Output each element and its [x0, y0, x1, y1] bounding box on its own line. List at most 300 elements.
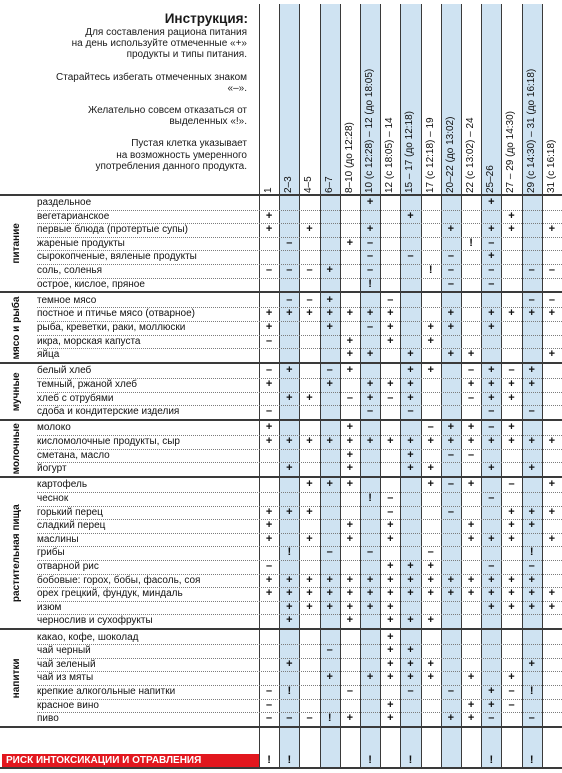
cell-mark: +: [407, 560, 414, 572]
cell-mark: +: [488, 196, 495, 208]
cell-mark: –: [346, 685, 353, 697]
cell-mark: +: [407, 644, 414, 657]
cell-mark: +: [286, 587, 293, 600]
cell-mark: –: [508, 478, 515, 491]
cell-mark: –: [407, 685, 414, 697]
cell-mark: +: [326, 587, 333, 600]
cell-mark: +: [326, 378, 333, 390]
column-header: 22 (с 13:02) – 24: [465, 117, 476, 193]
group-label: молочные: [11, 423, 22, 475]
column-divider: [441, 4, 442, 767]
cell-mark: +: [346, 348, 354, 361]
cell-mark: +: [528, 364, 535, 377]
cell-mark: +: [508, 307, 515, 320]
cell-mark: +: [346, 614, 354, 627]
cell-mark: +: [508, 209, 515, 222]
cell-mark: –: [468, 364, 475, 377]
cell-mark: –: [488, 560, 495, 572]
cell-mark: –: [266, 405, 273, 418]
column-header: 29 (с 14:30) – 31 (до 16:18): [525, 68, 537, 193]
cell-mark: +: [326, 600, 333, 613]
row-label: икра, морская капуста: [37, 335, 141, 347]
cell-mark: +: [366, 573, 374, 586]
cell-mark: +: [326, 435, 333, 447]
cell-mark: +: [407, 573, 414, 586]
cell-mark: +: [407, 587, 414, 600]
cell-mark: +: [286, 364, 293, 377]
cell-mark: +: [508, 519, 515, 532]
cell-mark: +: [548, 600, 556, 613]
column-divider: [299, 4, 300, 767]
instruction-line: [0, 61, 250, 72]
cell-mark: +: [265, 307, 273, 320]
cell-mark: +: [366, 587, 374, 600]
cell-mark: +: [528, 573, 535, 586]
cell-mark: –: [508, 364, 515, 377]
cell-mark: !: [287, 546, 292, 559]
row-label: отварной рис: [37, 561, 99, 572]
cell-mark: +: [286, 307, 293, 320]
cell-mark: –: [447, 505, 454, 518]
cell-mark: –: [468, 391, 475, 404]
cell-mark: +: [488, 698, 495, 711]
cell-mark: +: [427, 364, 434, 377]
column-header: 27 – 29 (до 14:30): [505, 110, 517, 193]
cell-mark: +: [407, 657, 414, 670]
cell-mark: +: [447, 223, 455, 236]
cell-mark: –: [447, 448, 454, 461]
instructions-block: [0, 0, 250, 172]
cell-mark: –: [528, 405, 535, 418]
cell-mark: –: [427, 546, 434, 559]
cell-mark: +: [346, 448, 354, 461]
cell-mark: +: [326, 293, 333, 306]
group-label: растительная пища: [11, 504, 22, 603]
column-header: 15 – 17 (до 12:18): [404, 110, 416, 193]
row-label: молоко: [37, 422, 71, 434]
cell-mark: –: [266, 334, 273, 347]
cell-mark: +: [346, 421, 354, 434]
instructions-title: Инструкция:: [164, 11, 248, 26]
instruction-line: выделенных «!».: [169, 116, 247, 128]
cell-mark: +: [326, 478, 333, 491]
cell-mark: –: [407, 250, 414, 263]
column-divider: [279, 4, 280, 767]
cell-mark: +: [548, 532, 556, 545]
cell-mark: +: [528, 600, 535, 613]
cell-mark: +: [528, 657, 535, 670]
row-label: темное мясо: [37, 294, 97, 306]
cell-mark: +: [346, 462, 354, 475]
row-label: темный, ржаной хлеб: [37, 379, 138, 390]
column-divider: [340, 4, 341, 767]
cell-mark: +: [265, 209, 273, 222]
cell-mark: +: [427, 560, 434, 572]
cell-mark: +: [326, 321, 333, 333]
instruction-line: Для составления рациона питания: [85, 27, 247, 38]
risk-mark: !: [489, 754, 494, 766]
cell-mark: +: [387, 614, 394, 627]
row-label: маслины: [37, 533, 79, 545]
cell-mark: +: [366, 671, 374, 684]
cell-mark: +: [326, 264, 333, 276]
cell-mark: +: [488, 307, 495, 320]
cell-mark: +: [306, 307, 313, 320]
row-label: крепкие алкогольные напитки: [37, 686, 176, 697]
cell-mark: +: [306, 478, 313, 491]
row-label: чай зеленый: [37, 658, 96, 670]
cell-mark: +: [467, 532, 475, 545]
cell-mark: +: [427, 478, 434, 491]
cell-mark: –: [528, 560, 535, 572]
cell-mark: +: [427, 614, 434, 627]
cell-mark: +: [467, 435, 475, 447]
column-header: 1: [263, 187, 274, 193]
row-label: кисломолочные продукты, сыр: [37, 436, 180, 447]
cell-mark: +: [467, 421, 475, 434]
column-highlight: [279, 4, 299, 767]
cell-mark: –: [286, 712, 293, 725]
cell-mark: +: [488, 532, 495, 545]
cell-mark: +: [528, 435, 535, 447]
cell-mark: +: [508, 532, 515, 545]
cell-mark: +: [387, 519, 394, 532]
cell-mark: –: [266, 712, 273, 725]
cell-mark: +: [548, 587, 556, 600]
cell-mark: +: [265, 321, 273, 333]
cell-mark: +: [407, 209, 414, 222]
cell-mark: +: [387, 321, 394, 333]
row-label: острое, кислое, пряное: [37, 278, 145, 290]
cell-mark: +: [366, 391, 374, 404]
group-label: питание: [11, 223, 22, 264]
cell-mark: –: [468, 448, 475, 461]
cell-mark: +: [346, 712, 354, 725]
cell-mark: –: [488, 421, 495, 434]
row-label: сырокопченые, вяленые продукты: [37, 251, 197, 263]
cell-mark: –: [508, 685, 515, 697]
row-label: какао, кофе, шоколад: [37, 631, 139, 643]
cell-mark: +: [387, 307, 394, 320]
instruction-line: «–».: [227, 82, 247, 94]
cell-mark: +: [346, 573, 354, 586]
cell-mark: +: [265, 223, 273, 236]
cell-mark: +: [528, 462, 535, 475]
cell-mark: –: [286, 236, 293, 249]
cell-mark: +: [447, 435, 455, 447]
cell-mark: –: [427, 421, 434, 434]
instruction-line: на возможность умеренного: [116, 149, 247, 161]
cell-mark: +: [265, 435, 273, 447]
row-label: картофель: [37, 479, 88, 491]
cell-mark: +: [548, 478, 556, 491]
cell-mark: +: [387, 334, 394, 347]
cell-mark: –: [488, 492, 495, 504]
row-label: сладкий перец: [37, 520, 106, 532]
cell-mark: –: [387, 391, 394, 404]
row-label: хлеб с отрубями: [37, 392, 114, 404]
row-label: бобовые: горох, бобы, фасоль, соя: [37, 574, 201, 586]
cell-mark: +: [407, 671, 414, 684]
column-header: 10 (с 12:28) – 12 (до 18:05): [364, 68, 375, 193]
cell-mark: +: [387, 378, 394, 390]
instruction-line: продукты и типы питания.: [126, 49, 247, 61]
cell-mark: +: [286, 435, 293, 447]
cell-mark: +: [265, 532, 273, 545]
row-label: рыба, креветки, раки, моллюски: [37, 322, 186, 333]
cell-mark: –: [387, 492, 394, 504]
row-label: грибы: [37, 547, 65, 559]
cell-mark: –: [548, 293, 555, 306]
cell-mark: +: [387, 435, 394, 447]
cell-mark: +: [508, 391, 515, 404]
cell-mark: +: [326, 307, 333, 320]
cell-mark: +: [366, 378, 374, 390]
cell-mark: +: [488, 573, 495, 586]
cell-mark: +: [528, 519, 535, 532]
cell-mark: +: [447, 421, 455, 434]
column-header: 8–10 (до 12:28): [343, 122, 355, 193]
cell-mark: +: [265, 421, 273, 434]
cell-mark: +: [286, 505, 293, 518]
cell-mark: +: [326, 573, 333, 586]
row-label: сдоба и кондитерские изделия: [37, 406, 180, 418]
cell-mark: –: [367, 405, 374, 418]
column-divider: [501, 4, 502, 767]
cell-mark: –: [447, 277, 454, 290]
risk-row-label: РИСК ИНТОКСИКАЦИИ И ОТРАВЛЕНИЯ: [2, 754, 259, 767]
cell-mark: –: [488, 264, 495, 276]
cell-mark: +: [508, 600, 515, 613]
cell-mark: +: [447, 712, 455, 725]
row-label: раздельное: [37, 197, 92, 208]
cell-mark: –: [266, 685, 273, 697]
cell-mark: +: [427, 587, 434, 600]
row-label: чеснок: [37, 493, 69, 504]
cell-mark: +: [306, 435, 313, 447]
cell-mark: +: [427, 435, 434, 447]
cell-mark: !: [469, 236, 473, 249]
cell-mark: +: [488, 321, 495, 333]
cell-mark: +: [346, 600, 354, 613]
cell-mark: +: [306, 532, 313, 545]
instruction-line: на день используйте отмеченные «+»: [71, 38, 247, 50]
cell-mark: +: [265, 573, 273, 586]
row-label: пиво: [37, 713, 59, 725]
cell-mark: +: [467, 573, 475, 586]
risk-mark: !: [368, 754, 372, 766]
cell-mark: +: [508, 587, 515, 600]
row-label: первые блюда (протертые супы): [37, 224, 189, 236]
cell-mark: +: [467, 587, 475, 600]
cell-mark: –: [387, 505, 394, 518]
cell-mark: +: [447, 307, 455, 320]
row-label: жареные продукты: [37, 237, 125, 249]
cell-mark: +: [407, 348, 414, 361]
cell-mark: +: [467, 712, 475, 725]
cell-mark: –: [367, 250, 374, 263]
cell-mark: +: [467, 348, 475, 361]
cell-mark: +: [366, 307, 374, 320]
group-label: мясо и рыба: [11, 296, 22, 360]
instruction-line: [0, 127, 250, 138]
cell-mark: +: [548, 505, 556, 518]
cell-mark: +: [407, 378, 414, 390]
instruction-line: употребления данного продукта.: [95, 160, 247, 172]
cell-mark: –: [488, 277, 495, 290]
cell-mark: +: [548, 307, 556, 320]
cell-mark: +: [346, 307, 354, 320]
cell-mark: +: [346, 478, 354, 491]
group-label: мучные: [11, 372, 22, 411]
cell-mark: +: [427, 462, 434, 475]
cell-mark: +: [306, 505, 313, 518]
row-label: яйца: [37, 349, 60, 361]
cell-mark: +: [366, 196, 374, 208]
cell-mark: +: [407, 614, 414, 627]
cell-mark: +: [387, 532, 394, 545]
cell-mark: –: [447, 478, 454, 491]
column-divider: [400, 4, 401, 767]
cell-mark: +: [306, 391, 313, 404]
cell-mark: +: [346, 519, 354, 532]
cell-mark: +: [508, 435, 515, 447]
column-header: 12 (с 18:05) – 14: [384, 117, 396, 193]
cell-mark: +: [528, 307, 535, 320]
cell-mark: +: [467, 671, 475, 684]
cell-mark: –: [488, 236, 495, 249]
row-label: изюм: [37, 601, 62, 613]
instructions-text: [0, 27, 250, 172]
cell-mark: –: [367, 546, 374, 559]
row-label: соль, соленья: [37, 265, 103, 276]
column-header: 17 (с 12:18) – 19: [424, 117, 436, 193]
cell-mark: +: [407, 391, 414, 404]
cell-mark: +: [326, 671, 333, 684]
cell-mark: +: [488, 250, 495, 263]
cell-mark: +: [447, 348, 455, 361]
cell-mark: +: [346, 587, 354, 600]
cell-mark: +: [467, 478, 475, 491]
cell-mark: –: [326, 644, 333, 657]
cell-mark: +: [528, 587, 535, 600]
cell-mark: +: [387, 587, 394, 600]
column-divider: [542, 4, 543, 767]
cell-mark: +: [528, 505, 535, 518]
cell-mark: –: [306, 293, 313, 306]
risk-mark: !: [408, 754, 413, 766]
cell-mark: –: [367, 264, 374, 276]
cell-mark: +: [286, 391, 293, 404]
group-label: напитки: [11, 658, 22, 699]
instruction-line: Желательно совсем отказаться от: [87, 105, 247, 117]
row-label: йогурт: [37, 463, 67, 475]
cell-mark: +: [286, 600, 293, 613]
cell-mark: +: [286, 657, 293, 670]
column-header: 25–26: [485, 165, 497, 193]
cell-mark: –: [447, 250, 454, 263]
cell-mark: +: [528, 378, 535, 390]
cell-mark: +: [407, 364, 414, 377]
cell-mark: –: [548, 264, 555, 276]
cell-mark: +: [427, 321, 434, 333]
row-label: белый хлеб: [37, 365, 92, 377]
cell-mark: –: [266, 560, 273, 572]
cell-mark: –: [326, 364, 333, 377]
cell-mark: –: [266, 698, 273, 711]
cell-mark: !: [327, 712, 332, 725]
column-header: 31 (с 16:18): [545, 139, 557, 193]
row-label: сметана, масло: [37, 449, 110, 461]
cell-mark: +: [346, 364, 354, 377]
group-separator: [0, 726, 562, 728]
column-header: 2–3: [283, 176, 295, 193]
cell-mark: +: [265, 519, 273, 532]
cell-mark: +: [306, 573, 313, 586]
column-header: 4–5: [303, 176, 315, 193]
cell-mark: +: [427, 573, 434, 586]
cell-mark: +: [508, 671, 515, 684]
cell-mark: +: [387, 698, 394, 711]
cell-mark: –: [306, 712, 313, 725]
cell-mark: –: [326, 546, 333, 559]
cell-mark: +: [447, 587, 455, 600]
row-label: постное и птичье мясо (отварное): [37, 308, 195, 320]
cell-mark: –: [528, 293, 535, 306]
cell-mark: +: [387, 657, 394, 670]
cell-mark: –: [306, 264, 313, 276]
cell-mark: –: [528, 264, 535, 276]
cell-mark: +: [346, 236, 354, 249]
row-label: чай черный: [37, 645, 91, 657]
cell-mark: +: [548, 435, 556, 447]
cell-mark: +: [488, 364, 495, 377]
risk-mark: !: [287, 754, 292, 766]
cell-mark: +: [548, 223, 556, 236]
cell-mark: +: [488, 378, 495, 390]
cell-mark: –: [488, 405, 495, 418]
cell-mark: +: [306, 223, 313, 236]
cell-mark: +: [286, 462, 293, 475]
cell-mark: –: [367, 236, 374, 249]
cell-mark: +: [366, 223, 374, 236]
cell-mark: +: [366, 348, 374, 361]
cell-mark: +: [387, 573, 394, 586]
cell-mark: –: [447, 264, 454, 276]
cell-mark: +: [508, 378, 515, 390]
cell-mark: +: [387, 644, 394, 657]
cell-mark: +: [407, 435, 414, 447]
cell-mark: +: [387, 630, 394, 643]
cell-mark: +: [508, 573, 515, 586]
column-header: 6–7: [323, 176, 335, 193]
cell-mark: +: [488, 462, 495, 475]
cell-mark: !: [368, 492, 372, 504]
cell-mark: +: [286, 573, 293, 586]
cell-mark: +: [467, 378, 475, 390]
cell-mark: –: [508, 698, 515, 711]
cell-mark: +: [387, 712, 394, 725]
cell-mark: !: [287, 685, 292, 697]
cell-mark: +: [447, 573, 455, 586]
cell-mark: –: [447, 685, 454, 697]
cell-mark: –: [266, 264, 273, 276]
risk-mark: !: [267, 754, 271, 766]
cell-mark: +: [467, 698, 475, 711]
cell-mark: !: [529, 546, 534, 559]
cell-mark: –: [367, 321, 374, 333]
cell-mark: !: [428, 264, 433, 276]
